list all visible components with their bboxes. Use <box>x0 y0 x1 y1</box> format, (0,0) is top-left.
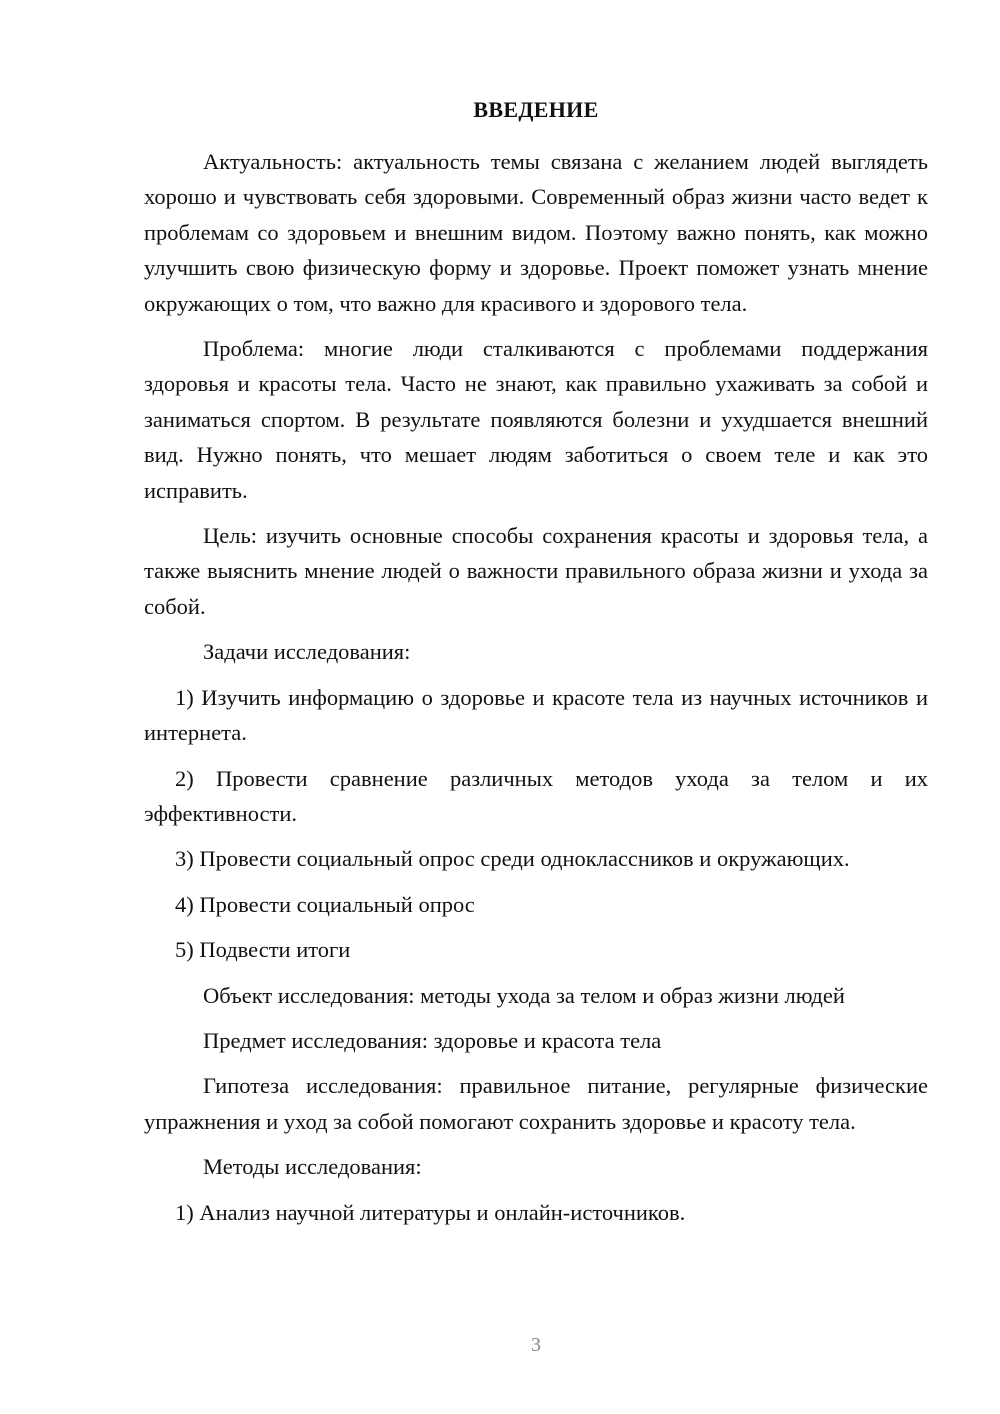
problem-paragraph: Проблема: многие люди сталкиваются с проблемами поддержания здоровья и красоты тела. Часто не знают, как правильно ухаживать за собой и заниматься спортом. В результате появляются болезни и ухудшается внешний вид. Нужно понять, что мешает людям заботиться о своем теле и как это исправить. <box>144 336 928 503</box>
goal-paragraph: Цель: изучить основные способы сохранения красоты и здоровья тела, а также выяснить мнение людей о важности правильного образа жизни и ухода за собой. <box>144 523 928 619</box>
task-item: 5) Подвести итоги <box>175 937 351 963</box>
research-subject: Предмет исследования: здоровье и красота тела <box>203 1027 662 1053</box>
page-number: 3 <box>531 1334 541 1356</box>
task-item: 2) Провести сравнение различных методов ухода за телом и их эффективности. <box>144 765 928 826</box>
tasks-heading: Задачи исследования: <box>203 639 411 665</box>
task-item: 4) Провести социальный опрос <box>175 891 475 917</box>
page-title: ВВЕДЕНИЕ <box>473 97 599 122</box>
task-item: 3) Провести социальный опрос среди одноклассников и окружающих. <box>175 846 850 872</box>
task-item: 1) Изучить информацию о здоровье и красоте тела из научных источников и интернета. <box>144 684 928 746</box>
relevance-paragraph: Актуальность: актуальность темы связана с желанием людей выглядеть хорошо и чувствовать себя здоровыми. Современный образ жизни часто ведет к проблемам со здоровьем и внешним видом. Поэтому важно понять, как можно улучшить свою физическую форму и здоровье. Проект поможет узнать мнение окружающих о том, что важно для красивого и здорового тела. <box>144 149 928 316</box>
document-body <box>144 144 928 1240</box>
research-hypothesis: Гипотеза исследования: правильное питание, регулярные физические упражнения и уход за собой помогают сохранить здоровье и красоту тела. <box>144 1073 928 1134</box>
method-item: 1) Анализ научной литературы и онлайн-источников. <box>175 1199 686 1225</box>
methods-heading: Методы исследования: <box>203 1154 422 1180</box>
research-object: Объект исследования: методы ухода за телом и образ жизни людей <box>203 982 845 1008</box>
